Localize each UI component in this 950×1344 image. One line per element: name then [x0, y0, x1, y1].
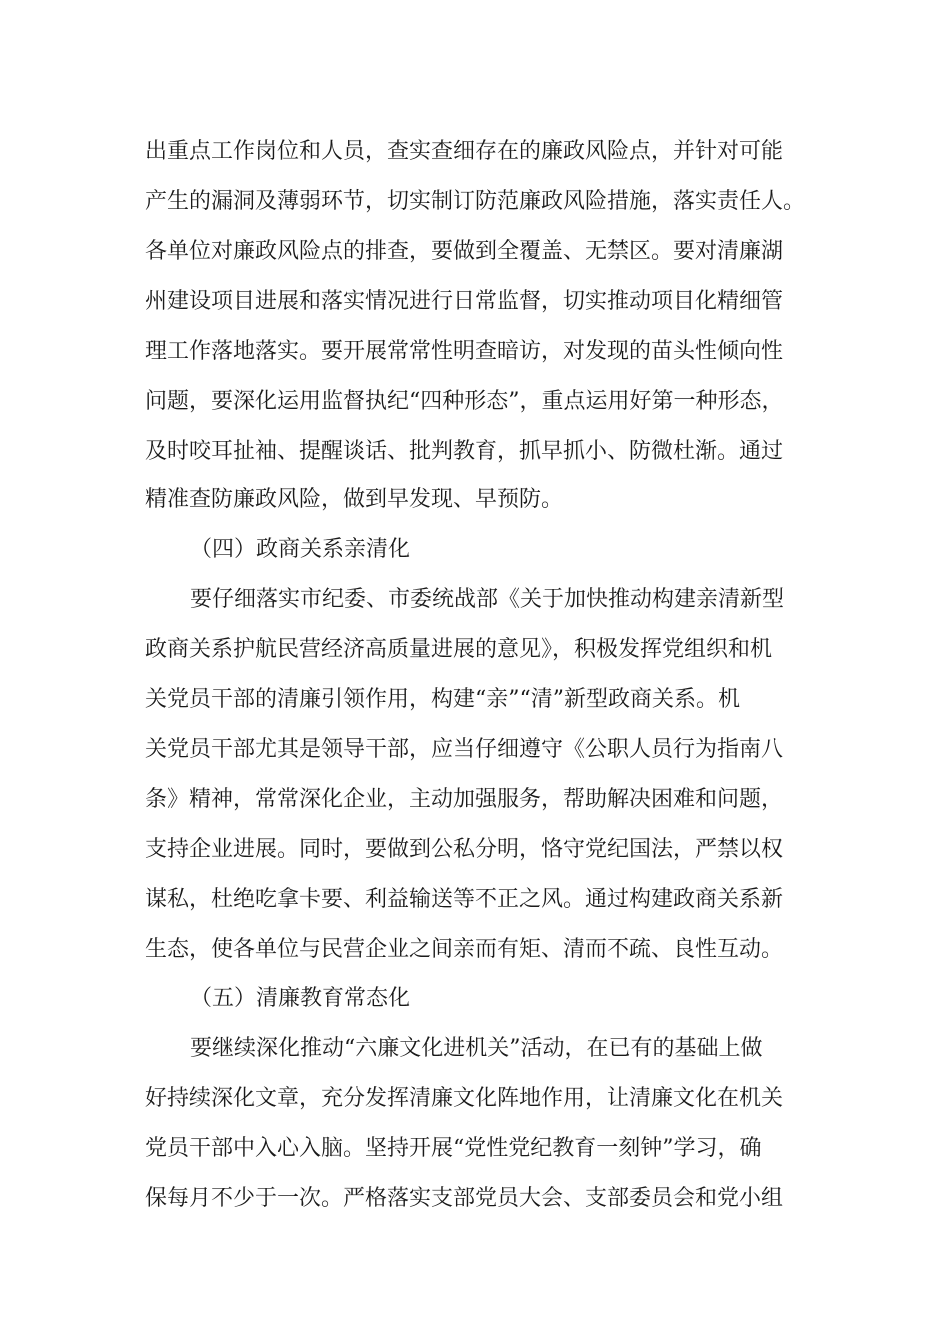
paragraph-line: 理工作落地落实。要开展常常性明查暗访，对发现的苗头性倾向性 [145, 339, 784, 364]
paragraph-line: 各单位对廉政风险点的排查，要做到全覆盖、无禁区。要对清廉湖 [145, 239, 784, 264]
paragraph-line: 支持企业进展。同时，要做到公私分明，恪守党纪国法，严禁以权 [145, 837, 784, 862]
section-heading: （五）清廉教育常态化 [190, 986, 411, 1011]
paragraph-line: 谋私，杜绝吃拿卡要、利益输送等不正之风。通过构建政商关系新 [145, 887, 784, 912]
paragraph-line: 关党员干部的清廉引领作用，构建“亲”“清”新型政商关系。机 [145, 687, 740, 712]
paragraph-line: 条》精神，常常深化企业，主动加强服务，帮助解决困难和问题， [145, 787, 784, 812]
paragraph-line: 生态，使各单位与民营企业之间亲而有矩、清而不疏、良性互动。 [145, 937, 784, 962]
paragraph-line: 问题，要深化运用监督执纪“四种形态”，重点运用好第一种形态， [145, 389, 784, 414]
paragraph-line: 精准查防廉政风险，做到早发现、早预防。 [145, 487, 564, 512]
paragraph-line: 要仔细落实市纪委、市委统战部《关于加快推动构建亲清新型 [190, 587, 785, 612]
paragraph-line: 党员干部中入心入脑。坚持开展“党性党纪教育一刻钟”学习，确 [145, 1136, 762, 1161]
paragraph-line: 及时咬耳扯袖、提醒谈话、批判教育，抓早抓小、防微杜渐。通过 [145, 439, 784, 464]
paragraph-line: 关党员干部尤其是领导干部，应当仔细遵守《公职人员行为指南八 [145, 737, 784, 762]
paragraph-line: 政商关系护航民营经济高质量进展的意见》，积极发挥党组织和机 [145, 637, 773, 662]
paragraph-line: 出重点工作岗位和人员，查实查细存在的廉政风险点，并针对可能 [145, 139, 784, 164]
paragraph-line: 保每月不少于一次。严格落实支部党员大会、支部委员会和党小组 [145, 1186, 784, 1211]
paragraph-line: 要继续深化推动“六廉文化进机关”活动，在已有的基础上做 [190, 1036, 763, 1061]
paragraph-line: 好持续深化文章，充分发挥清廉文化阵地作用，让清廉文化在机关 [145, 1086, 784, 1111]
paragraph-line: 产生的漏洞及薄弱环节，切实制订防范廉政风险措施，落实责任人。 [145, 189, 806, 214]
paragraph-line: 州建设项目进展和落实情况进行日常监督，切实推动项目化精细管 [145, 289, 784, 314]
section-heading: （四）政商关系亲清化 [190, 537, 411, 562]
